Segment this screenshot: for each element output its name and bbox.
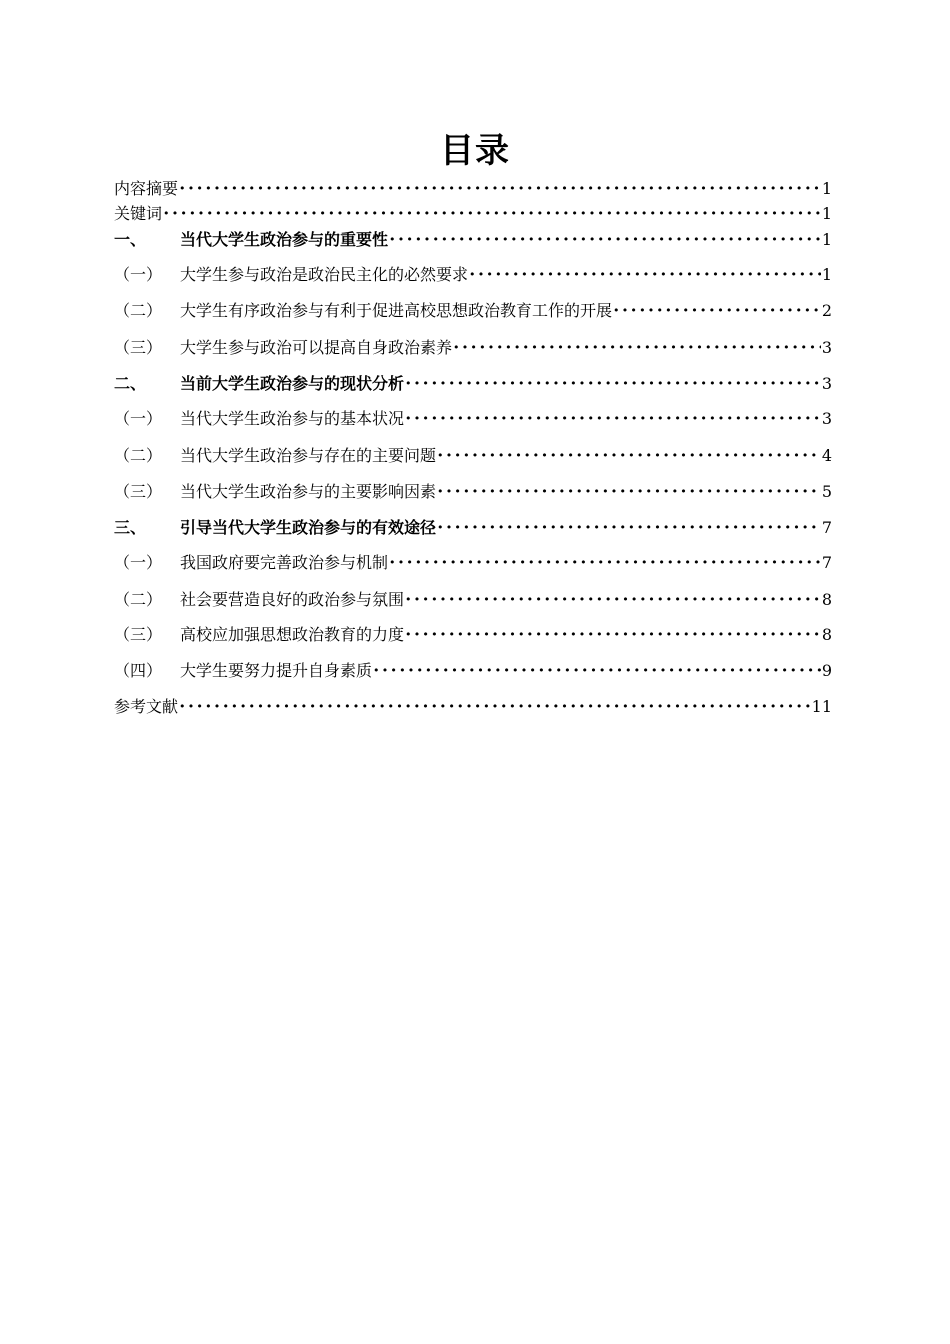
toc-entry-text: 当代大学生政治参与存在的主要问题 — [180, 446, 437, 465]
toc-entry-number: 三、 — [114, 518, 147, 537]
toc-leader-dots — [453, 337, 821, 359]
toc-leader-dots — [437, 517, 821, 539]
toc-entry-text: 社会要营造良好的政治参与氛围 — [180, 590, 405, 609]
toc-entry-number: 一、 — [114, 230, 147, 249]
toc-page-number: 8 — [821, 590, 832, 609]
toc-leader-dots — [613, 300, 821, 322]
toc-page-number: 3 — [821, 338, 832, 357]
toc-page-number: 2 — [821, 301, 832, 320]
toc-leader-dots — [437, 445, 821, 467]
toc-entry-text: 大学生要努力提升自身素质 — [180, 661, 373, 680]
toc-entry-text: 大学生参与政治可以提高自身政治素养 — [180, 338, 453, 357]
toc-entry-section-3-2[interactable] — [114, 585, 832, 611]
toc-entry-number: （二） — [114, 301, 163, 320]
toc-entry-section-3[interactable] — [114, 513, 832, 539]
toc-leader-dots — [179, 696, 811, 718]
toc-leader-dots — [179, 178, 821, 200]
toc-page-number: 7 — [821, 553, 832, 572]
toc-entry-section-2-3[interactable] — [114, 477, 832, 503]
toc-entry-section-1-3[interactable] — [114, 333, 832, 359]
toc-entry-section-3-1[interactable] — [114, 548, 832, 574]
toc-entry-section-2-1[interactable] — [114, 404, 832, 430]
toc-page-number: 7 — [821, 518, 832, 537]
toc-entry-text: 当前大学生政治参与的现状分析 — [180, 374, 405, 393]
toc-entry-number: （四） — [114, 661, 163, 680]
toc-page-number: 1 — [821, 265, 832, 284]
toc-page-number: 9 — [821, 661, 832, 680]
toc-leader-dots — [389, 229, 821, 251]
toc-entry-text: 引导当代大学生政治参与的有效途径 — [180, 518, 437, 537]
toc-entry-text: 大学生参与政治是政治民主化的必然要求 — [180, 265, 469, 284]
toc-page-number: 11 — [811, 697, 832, 716]
toc-entry-section-1-2[interactable] — [114, 296, 832, 322]
toc-entry-number: （三） — [114, 482, 163, 501]
toc-entry-text: 大学生有序政治参与有利于促进高校思想政治教育工作的开展 — [180, 301, 613, 320]
toc-leader-dots — [469, 264, 821, 286]
toc-page-number: 5 — [821, 482, 832, 501]
toc-page-number: 1 — [821, 179, 832, 198]
toc-entry-text: 参考文献 — [114, 697, 179, 716]
toc-leader-dots — [437, 481, 821, 503]
toc-entry-text: 我国政府要完善政治参与机制 — [180, 553, 389, 572]
toc-entry-number: （三） — [114, 625, 163, 644]
toc-entry-number: 二、 — [114, 374, 147, 393]
toc-entry-number: （二） — [114, 446, 163, 465]
toc-entry-references[interactable] — [114, 692, 832, 718]
toc-page-number: 8 — [821, 625, 832, 644]
toc-leader-dots — [389, 552, 821, 574]
toc-entry-text: 高校应加强思想政治教育的力度 — [180, 625, 405, 644]
toc-entry-section-3-3[interactable] — [114, 620, 832, 646]
toc-page-number: 3 — [821, 374, 832, 393]
toc-entry-keywords[interactable] — [114, 199, 832, 225]
toc-entry-number: （一） — [114, 265, 163, 284]
toc-leader-dots — [405, 624, 821, 646]
toc-leader-dots — [405, 408, 821, 430]
toc-entry-text: 当代大学生政治参与的重要性 — [180, 230, 389, 249]
toc-entry-section-1-1[interactable] — [114, 260, 832, 286]
toc-page-number: 3 — [821, 409, 832, 428]
toc-entry-section-1[interactable] — [114, 225, 832, 251]
toc-entry-section-3-4[interactable] — [114, 656, 832, 682]
toc-page-number: 1 — [821, 204, 832, 223]
toc-entry-text: 内容摘要 — [114, 179, 179, 198]
toc-page-number: 4 — [821, 446, 832, 465]
toc-leader-dots — [405, 373, 821, 395]
toc-entry-number: （三） — [114, 338, 163, 357]
toc-entry-text: 当代大学生政治参与的基本状况 — [180, 409, 405, 428]
toc-entry-number: （一） — [114, 409, 163, 428]
toc-entry-text: 关键词 — [114, 204, 163, 223]
toc-leader-dots — [405, 589, 821, 611]
toc-leader-dots — [373, 660, 821, 682]
toc-entry-abstract[interactable] — [114, 174, 832, 200]
toc-leader-dots — [163, 203, 821, 225]
toc-entry-section-2[interactable] — [114, 369, 832, 395]
toc-entry-section-2-2[interactable] — [114, 441, 832, 467]
toc-entry-number: （二） — [114, 590, 163, 609]
toc-title: 目录 — [440, 131, 510, 171]
toc-entry-text: 当代大学生政治参与的主要影响因素 — [180, 482, 437, 501]
toc-entry-number: （一） — [114, 553, 163, 572]
toc-page-number: 1 — [821, 230, 832, 249]
